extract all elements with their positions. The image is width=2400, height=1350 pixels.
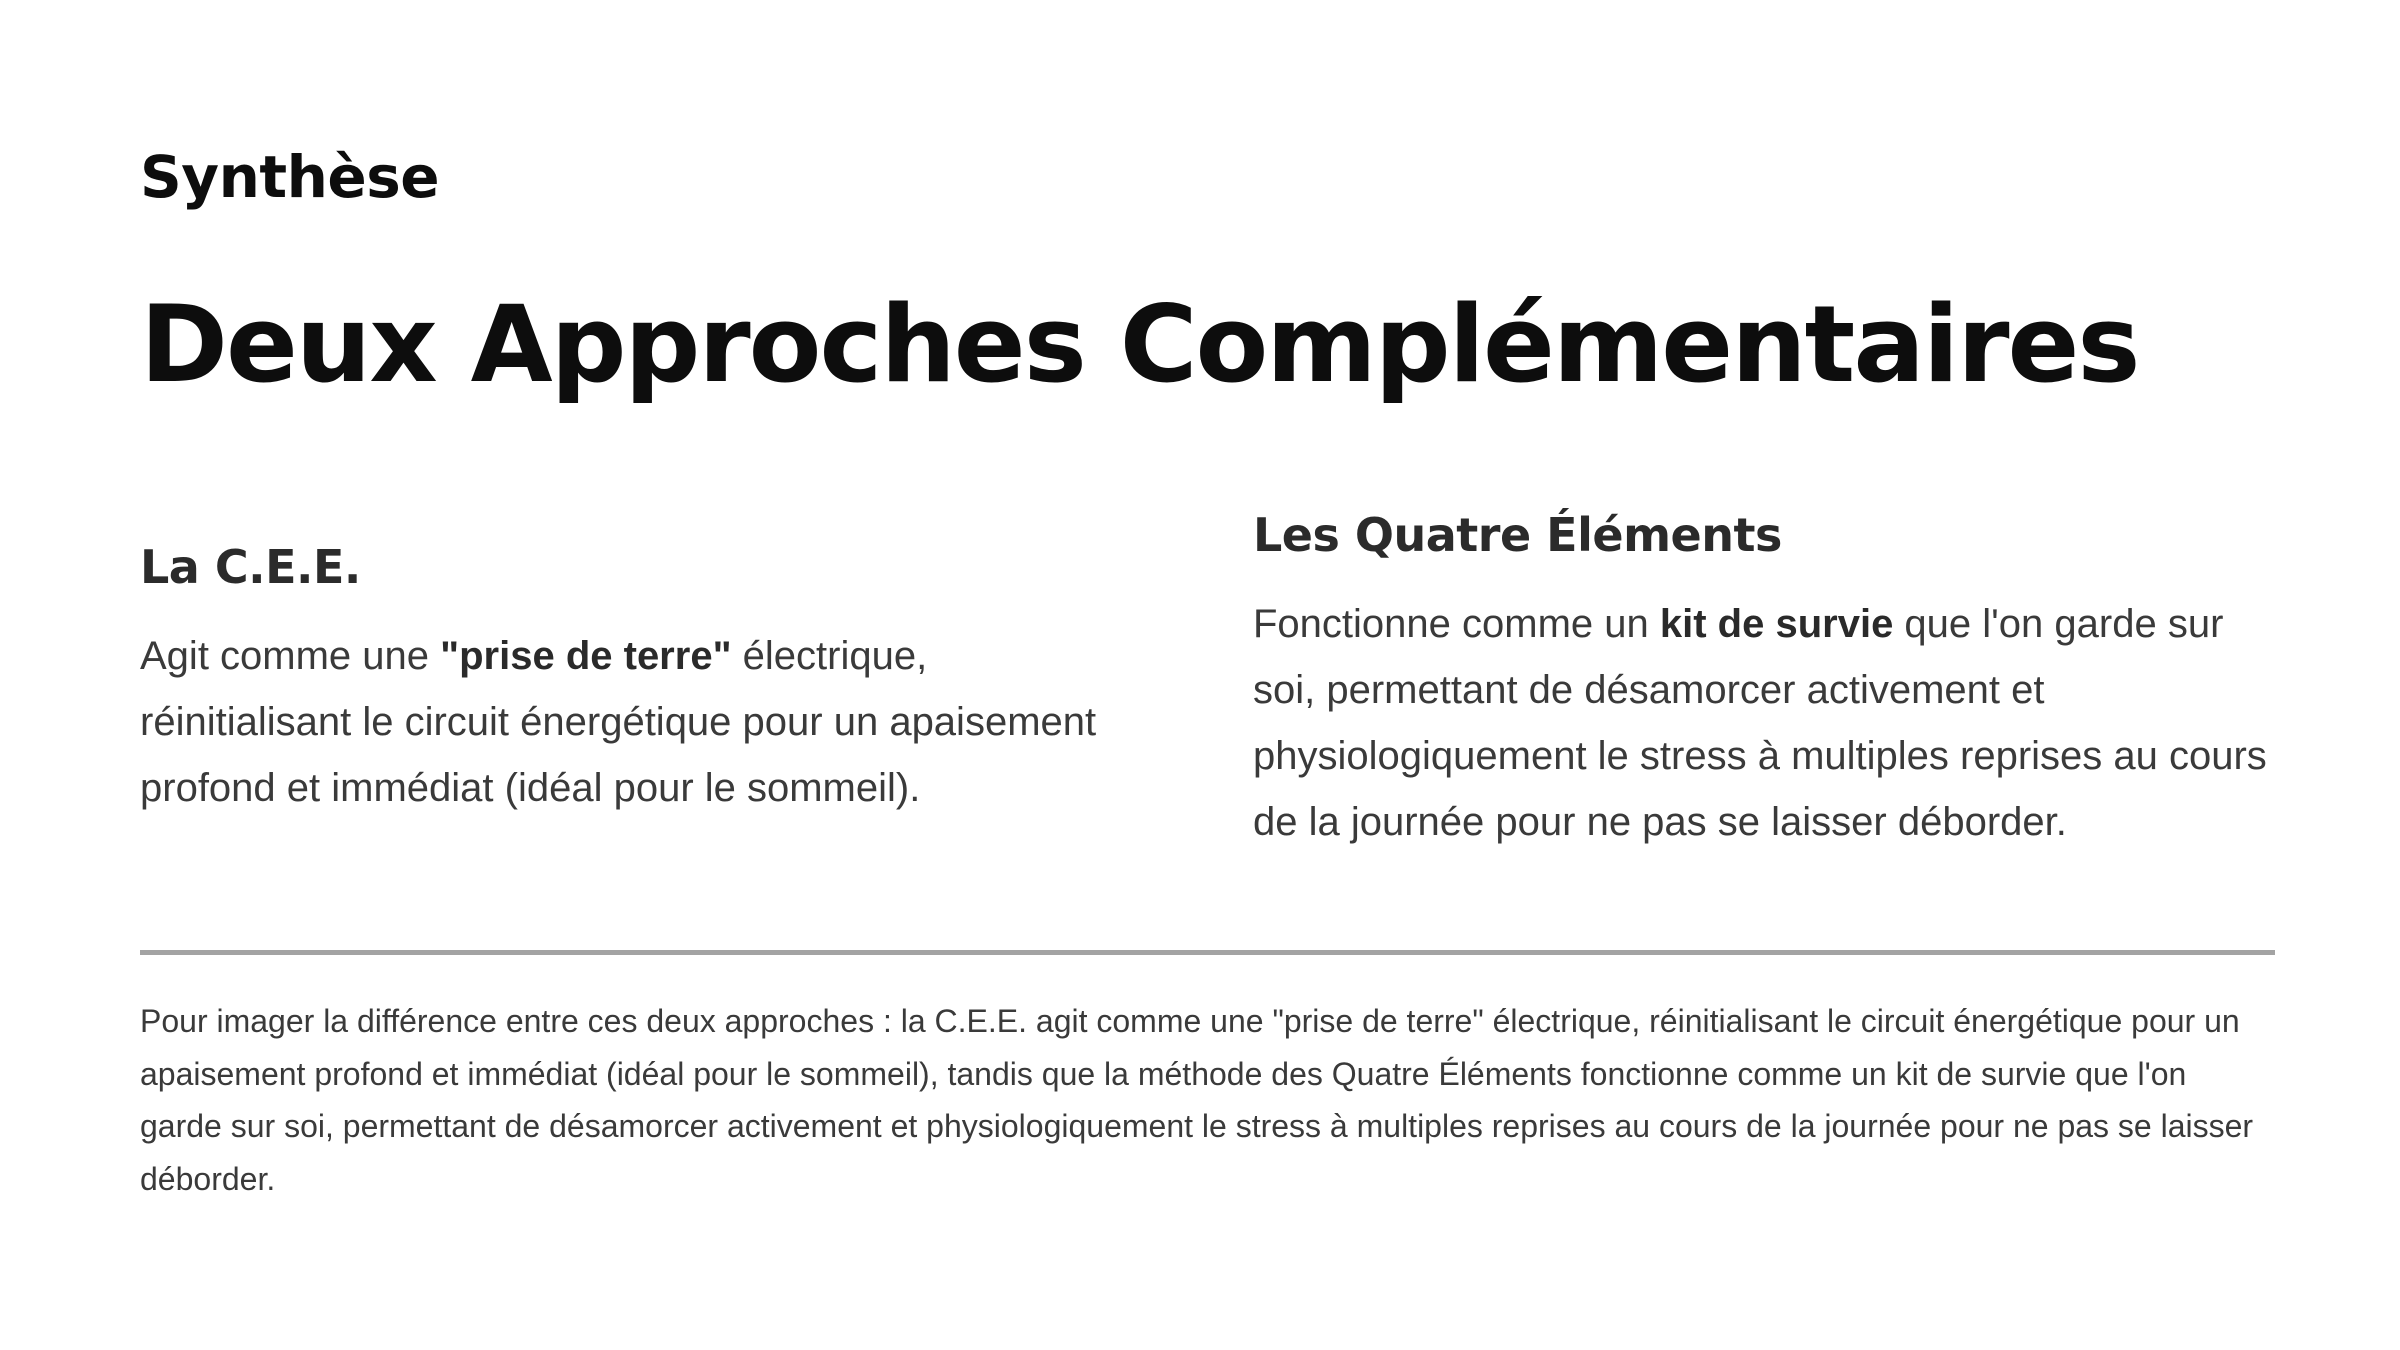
- column-text-emphasis: kit de survie: [1659, 602, 1894, 647]
- column-text: [1253, 591, 2273, 855]
- column-text-emphasis: "prise de terre": [440, 634, 732, 679]
- column-text-lead: Agit comme une: [140, 634, 441, 679]
- column-text-rest: que l'on garde sur soi, permettant de désamorcer activement et physiologiquement le stress à multiples reprises au cours de la journée pour ne pas se laisser déborder.: [1253, 602, 2267, 845]
- section-eyebrow: Synthèse: [140, 143, 440, 211]
- column-heading: Les Quatre Éléments: [1253, 508, 1782, 562]
- column-quatre-elements: [1253, 508, 2273, 855]
- slide-title: Deux Approches Complémentaires: [140, 283, 2139, 406]
- column-cee: [140, 540, 1140, 821]
- column-text-lead: Fonctionne comme un: [1253, 602, 1660, 647]
- summary-note: Pour imager la différence entre ces deux approches : la C.E.E. agit comme une "prise de terre" électrique, réinitialisant le circuit énergétique pour un apaisement profond et immédiat (idéal pour le sommeil), tandis que la méthode des Quatre Éléments fonctionne comme un kit de survie que l'on garde sur soi, permettant de désamorcer activement et physiologiquement le stress à multiples reprises au cours de la journée pour ne pas se laisser déborder.: [140, 1003, 2254, 1197]
- divider: [140, 950, 2275, 955]
- column-heading: La C.E.E.: [140, 540, 361, 594]
- column-text: [140, 623, 1140, 821]
- column-text-rest: électrique, réinitialisant le circuit énergétique pour un apaisement profond et immédiat (idéal pour le sommeil).: [140, 634, 1097, 811]
- slide: [140, 0, 2280, 1350]
